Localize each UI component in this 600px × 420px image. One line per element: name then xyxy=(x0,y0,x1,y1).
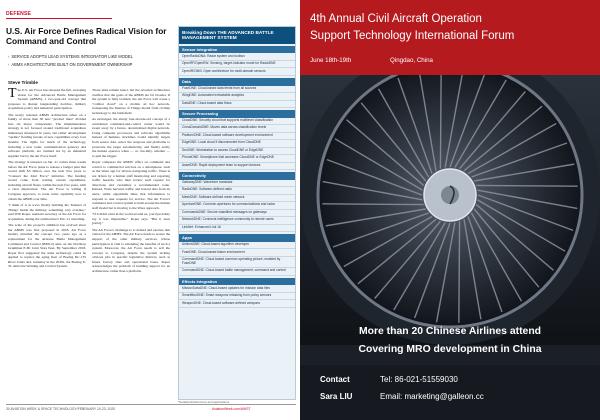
contact-label: Contact xyxy=(320,375,350,384)
fan-blade xyxy=(322,204,423,205)
paragraph: "I think of it as we're finally building the 'Internet of Things' inside the military, something very overdue," said Will Roper, assistant secretary of the Air Force for acquisition, during the architecture's Feb. 21 unveiling. xyxy=(8,203,86,221)
ad-date: June 18th-19th xyxy=(310,57,352,64)
sidebar-item: FuseDNE: Cloud-based fusion environment xyxy=(179,249,295,257)
sidebar-item: PlatformDNE: Cloud-based software development environment xyxy=(179,133,295,141)
sidebar-footnote: *Details/infrastructure and applications xyxy=(178,400,230,404)
contact-email[interactable]: Email: marketing@galleon.cc xyxy=(380,392,484,401)
sidebar-item: MissionDataDNE: Cloud-based updates for mission data files xyxy=(179,285,295,293)
sidebar-section-header: Connectivity xyxy=(179,172,295,180)
sidebar-item: GatewayDNE: Waveform translator xyxy=(179,180,295,188)
paragraph: The U.S. Air Force has released the full, sweeping vision for the Advanced Battle Management System (ABMS), a two-year-old concept that proposes to disrupt longstanding doctrine, military acquisition policy and industrial participation. xyxy=(8,88,86,111)
sidebar-item: ApertureDNE: Common apertures for communications and radar xyxy=(179,202,295,210)
sidebar-item: FuseDNE: Cloud-based data feeds from all sources xyxy=(179,86,295,94)
article-headline: U.S. Air Force Defines Radical Vision for Command and Control xyxy=(6,26,167,46)
deck-item: › SERVICE ADOPTS LEAD SYSTEMS INTEGRATOR LIKE MODEL xyxy=(8,54,133,59)
arrow-icon: › xyxy=(8,62,10,68)
sidebar-section-header: Data xyxy=(179,78,295,86)
sidebar-item: DataDNE: Cloud-based data flows xyxy=(179,101,295,109)
forum-advertisement xyxy=(300,0,600,420)
sidebar-item: NetworkDNE: Connects intelligence community to remote users xyxy=(179,217,295,225)
sidebar-item: WeaponDNE: Cloud-based software-defined weapons xyxy=(179,300,295,308)
sidebar-body xyxy=(179,46,295,308)
sidebar-item: AssetDNE: Rapid deployment team to support devices xyxy=(179,163,295,171)
sidebar-section-header: Sensor Integration xyxy=(179,46,295,54)
article-column-1 xyxy=(8,88,86,402)
ad-title-line-2: Support Technology International Forum xyxy=(310,30,515,42)
paragraph: As envisaged, the sturdy four-decade-old concept of a centralized command-and-control center would be swept away by a future, decentralized digital network. Using computer processors and software algorithms instead of humans, machines would identify targets from sensor data, select the weapons and platforms to prosecute the target automatically, and finally notify the human operator when — or, crucially, whether — to pull the trigger. xyxy=(92,117,170,158)
footer-rule xyxy=(6,404,296,405)
section-label: DEFENSE xyxy=(6,11,32,17)
paragraph: "If it didn't exist in the world around us, you'd probably say it was impossible," Roper says. "But it does [exist]." xyxy=(92,212,170,226)
ad-claim-line-1: More than 20 Chinese Airlines attend xyxy=(358,326,542,337)
fan-blade xyxy=(459,221,460,322)
sidebar-section-header: Apps xyxy=(179,234,295,242)
sidebar-item: CloudDNE: Security cloud that supports multilevel classification xyxy=(179,118,295,126)
ad-claim-line-2: Covering MRO development in China xyxy=(358,344,542,355)
paragraph: The Air Force's challenge is to defend and execute that vision for the ABMS. The Air Force needs to secure the support of the other military services, whose participation is vital to extending the benefits of such a system. Moreover, the Air Force needs to sell the concept to Congress, despite the system lacking obvious jobs in specific legislative districts, such as future factory sites and operational bases. Roper acknowledges the problem of building support for an architecture, rather than a platform, xyxy=(92,227,170,273)
sidebar-item: RadioDNE: Software-defined radio xyxy=(179,187,295,195)
article-column-2 xyxy=(92,88,170,402)
sidebar-item: CommandsDNE: Secure classified messages on gateways xyxy=(179,210,295,218)
arrow-icon: › xyxy=(8,54,10,59)
jet-engine-image xyxy=(300,75,600,345)
ad-city: Qingdao, China xyxy=(390,57,433,64)
sidebar-item: AirlinesDNE: Cloud-based algorithm developer xyxy=(179,242,295,250)
article-deck xyxy=(8,54,178,71)
paragraph: Those aims remain intact, but the revealed architecture clarifies that the goals of the ABMS are far broader. If the system is fully realized, the Air Force will create a "combat cloud" on a mobile ad hoc network, transposing the Internet of Things model from civilian technology to the battlefield. xyxy=(92,88,170,115)
sidebar-item: LinkNet: Enhanced Link 16 xyxy=(179,225,295,233)
ad-title-line-1: 4th Annual Civil Aircraft Operation xyxy=(310,13,482,25)
fan-blade xyxy=(440,75,441,169)
deck-item: › ABMS ARCHITECTURE BUILT ON GOVERNMENT OWNERSHIP xyxy=(8,62,133,68)
contact-name: Sara LIU xyxy=(320,392,353,401)
sidebar-item: SmartMunDNE: Smart weapons retasking from policy sensors xyxy=(179,293,295,301)
drop-cap: T xyxy=(8,88,17,101)
byline: Steve Trimble xyxy=(8,80,38,85)
sidebar-item: WingDNE: Automated extractable analytics xyxy=(179,93,295,101)
sidebar-item: OpenRadioDNA: Radar system and toolbox xyxy=(179,53,295,61)
sidebar-title: Breaking Down THE ADVANCED BATTLE MANAGEMENT SYSTEM xyxy=(179,27,295,44)
sidebar-item: OpenRF/OpenEW: Sensing, target-indicator mode for RadarDNE xyxy=(179,61,295,69)
paragraph: Roper compares the ABMS' effect on command and control to commercial services on a smartphone, such as the Waze app for drivers navigating traffic. Waze is not driven by a human staff monitoring and reporting traffic hazards, who then review each request for directions and customize a recommended route. Instead, Waze harvests traffic and hazard data from its users, while algorithms mine that information to respond to user requests for service. The Air Force's command and control system is built around the human staff model but is moving to the Waze approach. xyxy=(92,160,170,210)
sidebar-item: OpenIR/OMS: Open architecture for multi-domain sensors xyxy=(179,68,295,76)
paragraph: The strategy is released on Jan. 21 comes three weeks before the Air Force plans to release a budget plan that would shift $3 billion over the next five years to "Connect the Joint Force" initiative. The funding would come from retiring certain capabilities, including aircraft fleets, within the next five years, with a clear implication: The Air Force is willing if Congress approves, to trade some capability now to obtain the ABMS over time. xyxy=(8,160,86,201)
sidebar-item: CommandDNE: Cloud-based battle management, command and control xyxy=(179,268,295,276)
paragraph: The newly released ABMS architecture relies on a family of more than 30 new "product lines" divided into six major components. The implementation strategy is not focused around traditional acquisition milestones measured in years, but rather development "sprints" fielding tweaks of new capabilities every four months. The rights for much of the technology, including a new radar, communication gateway and software platform, are claimed not by an industrial supplier but by the Air Force itself. xyxy=(8,112,86,158)
contact-tel[interactable]: Tel: 86-021-51559030 xyxy=(380,375,458,384)
section-rule xyxy=(6,18,112,19)
abms-sidebar xyxy=(178,26,296,400)
sidebar-item: CrossDomainDNE: Moves data across classification levels xyxy=(179,125,295,133)
sidebar-section-header: Secure Processing xyxy=(179,110,295,118)
sidebar-item: EdgeDNE: Local cloud if disconnected from CloudDNE xyxy=(179,140,295,148)
sidebar-item: CommandDNE: Cloud-based common operating picture, enabled by FuseDNE xyxy=(179,257,295,268)
fan-blade xyxy=(476,185,577,186)
sidebar-item: SecDNE: Workstation to access CloudDNE or EdgeDNE xyxy=(179,148,295,156)
paragraph: The scale of the project's ambition has evolved since the ABMS was first proposed in 2018. Air Force leaders unveiled the concept two years ago as a replacement for the airborne Battle Management Command and Control (BMC2) suite on the Northrop Grumman E-8C Joint Stars fleet. By September 2018, Roper first suggested the same technology could be applied to replace the aging fleet of Boeing RC-135 Rivet Joints and, someday in the 2030s, the Boeing E-3C Airborne Warning and Control System. xyxy=(8,223,86,269)
sidebar-section-header: Effects Integration xyxy=(179,278,295,286)
page-footer-folio: 30 AVIATION WEEK & SPACE TECHNOLOGY/FEBRUARY 10-23, 2020 xyxy=(6,407,116,411)
page-footer-url: AviationWeek.com/AWST xyxy=(212,407,251,411)
sidebar-item: MeshDNE: Software-defined mesh network xyxy=(179,195,295,203)
sidebar-item: PhoneDNE: Smartphone that accesses CloudDNE or EdgeDNE xyxy=(179,155,295,163)
